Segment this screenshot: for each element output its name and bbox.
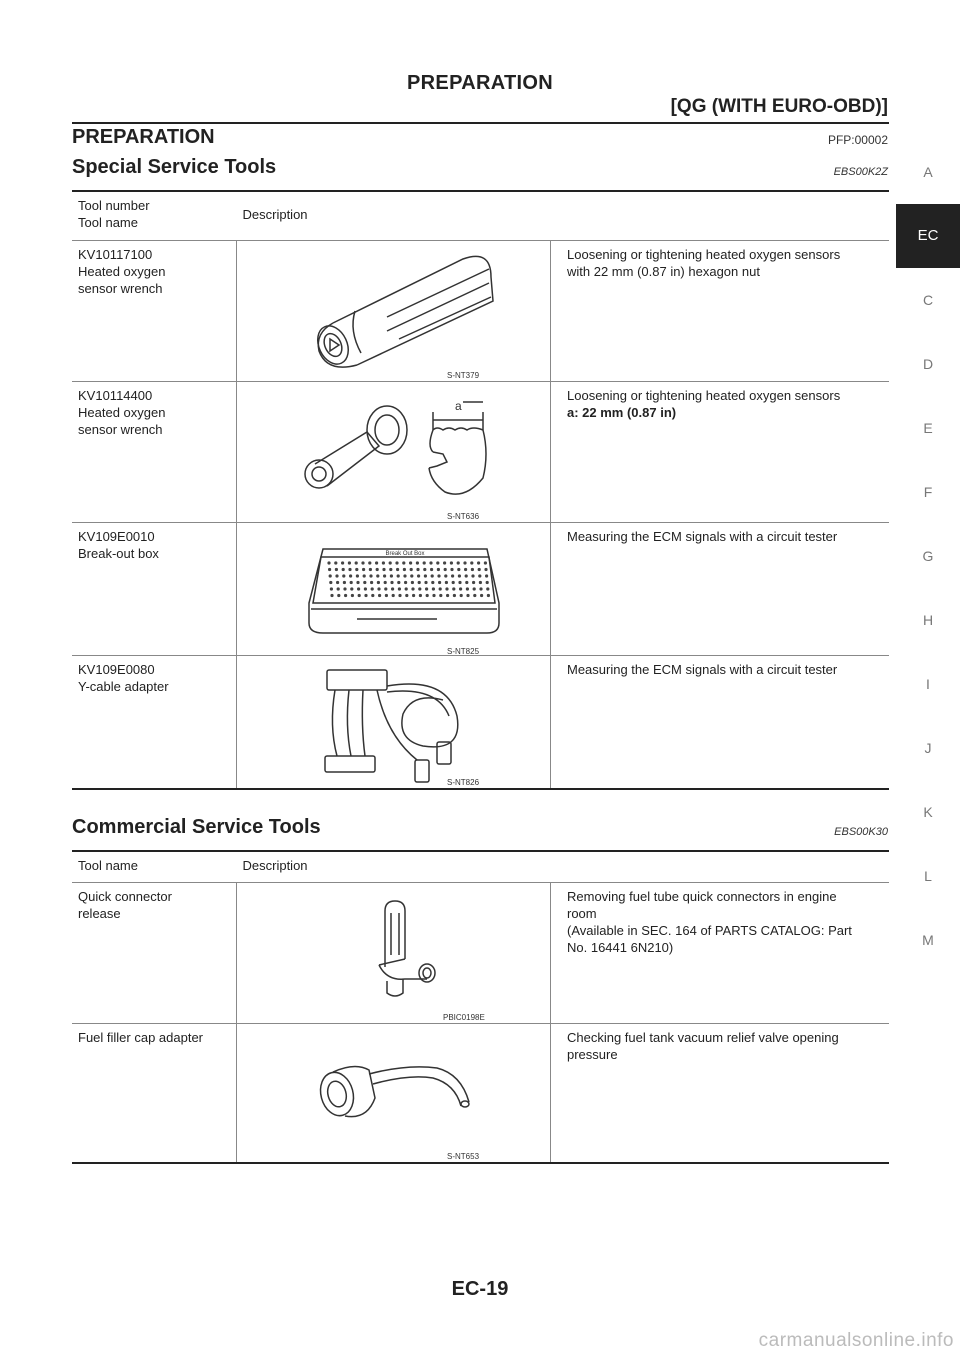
tool-id-cell	[72, 382, 237, 523]
pin-hole	[355, 561, 358, 564]
pin-hole	[389, 561, 392, 564]
pin-hole	[369, 574, 372, 577]
pin-hole	[431, 581, 434, 584]
pin-hole	[403, 568, 406, 571]
pin-hole	[377, 581, 380, 584]
pin-hole	[439, 587, 442, 590]
tool-id-cell	[72, 523, 237, 656]
pin-hole	[368, 561, 371, 564]
tool-description-cell	[551, 523, 890, 656]
table-header-row	[72, 191, 889, 241]
pin-hole	[344, 594, 347, 597]
pin-hole	[443, 561, 446, 564]
header-subtitle: [QG (WITH EURO-OBD)]	[670, 96, 888, 117]
pin-hole	[470, 561, 473, 564]
special-tools-table	[72, 190, 889, 790]
tool-description-cell	[551, 656, 890, 790]
pin-hole	[444, 574, 447, 577]
section-index-sidebar	[896, 140, 960, 972]
pin-hole	[432, 594, 435, 597]
header-cell-description	[237, 851, 890, 883]
pin-hole	[411, 581, 414, 584]
pin-hole	[465, 581, 468, 584]
pin-hole	[342, 568, 345, 571]
tool-description-cell	[551, 883, 890, 1024]
tool-id-cell	[72, 883, 237, 1024]
tool-figure-cell	[237, 241, 551, 382]
pin-hole	[417, 574, 420, 577]
pin-hole	[391, 587, 394, 590]
pin-hole	[485, 574, 488, 577]
pin-hole	[460, 594, 463, 597]
pin-hole	[472, 581, 475, 584]
pin-hole	[403, 574, 406, 577]
wrench-socket-illustration	[237, 241, 550, 381]
pin-hole	[423, 568, 426, 571]
pin-hole	[396, 568, 399, 571]
tool-description: Measuring the ECM signals with a circuit tester	[567, 662, 838, 677]
pin-hole	[450, 561, 453, 564]
pin-hole	[397, 581, 400, 584]
sidebar-letter-c[interactable]: C	[922, 292, 934, 308]
pin-hole	[363, 581, 366, 584]
pin-hole	[382, 568, 385, 571]
pin-hole	[411, 587, 414, 590]
pin-hole	[437, 568, 440, 571]
pin-hole	[424, 574, 427, 577]
pin-hole	[329, 581, 332, 584]
pin-hole	[364, 587, 367, 590]
pin-hole	[478, 574, 481, 577]
pin-hole	[330, 587, 333, 590]
pin-hole	[471, 574, 474, 577]
pin-hole	[348, 568, 351, 571]
pin-hole	[341, 561, 344, 564]
pin-hole	[484, 561, 487, 564]
pin-hole	[436, 561, 439, 564]
sidebar-letter-j[interactable]: J	[924, 740, 932, 756]
table-header-row	[72, 851, 889, 883]
pin-hole	[384, 587, 387, 590]
tool-description-cell	[551, 382, 890, 523]
break-out-box-illustration	[237, 523, 550, 655]
tool-id-cell	[72, 656, 237, 790]
tool-description: Measuring the ECM signals with a circuit tester	[567, 529, 838, 544]
tool-description: Loosening or tightening heated oxygen sensors	[567, 247, 841, 262]
sidebar-letter-g[interactable]: G	[922, 548, 934, 564]
pin-hole	[466, 587, 469, 590]
pin-hole	[405, 587, 408, 590]
pin-hole	[361, 561, 364, 564]
tool-name: sensor wrench	[78, 281, 163, 296]
pin-hole	[463, 561, 466, 564]
pin-hole	[426, 594, 429, 597]
pin-hole	[363, 574, 366, 577]
table-row	[72, 1024, 889, 1164]
tool-id-cell	[72, 241, 237, 382]
pin-hole	[437, 574, 440, 577]
table-row	[72, 382, 889, 523]
pin-hole	[412, 594, 415, 597]
commercial-tools-table	[72, 850, 889, 1164]
pin-hole	[364, 594, 367, 597]
special-tools-code: EBS00K2Z	[833, 166, 888, 178]
tool-number: KV109E0080	[78, 662, 155, 677]
pin-hole	[453, 594, 456, 597]
pin-hole	[478, 568, 481, 571]
pin-hole	[397, 574, 400, 577]
pin-hole	[342, 574, 345, 577]
pin-hole	[336, 581, 339, 584]
pin-hole	[477, 561, 480, 564]
tool-description: pressure	[567, 1047, 618, 1062]
pin-hole	[349, 574, 352, 577]
watermark: carmanualsonline.info	[758, 1330, 954, 1351]
tool-name: Break-out box	[78, 546, 159, 561]
pin-hole	[446, 594, 449, 597]
sidebar-letter-i[interactable]: I	[926, 676, 930, 692]
pin-hole	[405, 594, 408, 597]
pin-hole	[357, 587, 360, 590]
pin-hole	[355, 568, 358, 571]
figure-code: S-NT653	[447, 1152, 480, 1161]
pin-hole	[350, 587, 353, 590]
pin-hole	[464, 568, 467, 571]
pin-hole	[409, 561, 412, 564]
header-rule	[72, 122, 889, 124]
sidebar-letter-d[interactable]: D	[922, 356, 934, 372]
pin-hole	[457, 568, 460, 571]
pin-hole	[459, 587, 462, 590]
pin-hole	[445, 587, 448, 590]
header-cell-tool-name: Tool name	[72, 851, 237, 883]
sidebar-letter-h[interactable]: H	[922, 612, 934, 628]
pin-hole	[431, 574, 434, 577]
header-description: Description	[242, 858, 308, 873]
tool-description: No. 16441 6N210)	[567, 940, 674, 955]
pin-hole	[369, 568, 372, 571]
header-tool-number: Tool number	[78, 198, 150, 213]
tool-description: Checking fuel tank vacuum relief valve opening	[567, 1030, 839, 1045]
pin-hole	[404, 581, 407, 584]
pin-hole	[410, 568, 413, 571]
pin-hole	[479, 587, 482, 590]
pin-hole	[410, 574, 413, 577]
sidebar-letter-k[interactable]: K	[923, 804, 933, 820]
pin-hole	[432, 587, 435, 590]
commercial-tools-title: Commercial Service Tools	[72, 816, 321, 838]
pin-hole	[425, 587, 428, 590]
pin-hole	[371, 587, 374, 590]
pin-hole	[390, 574, 393, 577]
pin-hole	[418, 581, 421, 584]
figure-code: S-NT379	[447, 371, 480, 380]
pin-hole	[371, 594, 374, 597]
tool-id-cell	[72, 1024, 237, 1164]
pin-hole	[350, 581, 353, 584]
pin-hole	[385, 594, 388, 597]
pin-hole	[356, 581, 359, 584]
tool-name: release	[78, 906, 121, 921]
pin-hole	[337, 594, 340, 597]
tool-name: Heated oxygen	[78, 264, 166, 279]
pin-hole	[458, 581, 461, 584]
sidebar-letter-l[interactable]: L	[924, 868, 932, 884]
pin-hole	[362, 568, 365, 571]
pin-hole	[390, 581, 393, 584]
tool-name: sensor wrench	[78, 422, 163, 437]
pin-hole	[382, 561, 385, 564]
pin-hole	[452, 587, 455, 590]
tool-figure-cell	[237, 382, 551, 523]
pin-hole	[429, 561, 432, 564]
pin-hole	[376, 574, 379, 577]
box-label: Break Out Box	[385, 551, 425, 557]
pin-hole	[356, 574, 359, 577]
figure-code: S-NT826	[447, 778, 480, 787]
pin-hole	[445, 581, 448, 584]
tool-description: Loosening or tightening heated oxygen sensors	[567, 388, 841, 403]
pin-hole	[439, 594, 442, 597]
header-cell-description	[237, 191, 890, 241]
header-description: Description	[242, 207, 308, 222]
pin-hole	[416, 568, 419, 571]
pin-hole	[487, 594, 490, 597]
pin-hole	[358, 594, 361, 597]
pin-hole	[376, 568, 379, 571]
pin-hole	[484, 568, 487, 571]
tool-name: Quick connector	[78, 889, 172, 904]
table-row	[72, 241, 889, 382]
pin-hole	[351, 594, 354, 597]
pin-hole	[335, 574, 338, 577]
pin-hole	[486, 581, 489, 584]
pin-hole	[486, 587, 489, 590]
tool-figure-cell	[237, 883, 551, 1024]
pin-hole	[438, 581, 441, 584]
pin-hole	[423, 561, 426, 564]
tool-number: KV10114400	[78, 388, 153, 403]
pin-hole	[389, 568, 392, 571]
quick-connector-release-illustration	[237, 883, 550, 1023]
tool-description: with 22 mm (0.87 in) hexagon nut	[567, 264, 760, 279]
tool-name: Fuel filler cap adapter	[78, 1030, 204, 1045]
figure-code: S-NT636	[447, 512, 480, 521]
tool-description: Removing fuel tube quick connectors in engine	[567, 889, 837, 904]
tool-dimension-note: a: 22 mm (0.87 in)	[567, 405, 677, 420]
pin-hole	[383, 574, 386, 577]
tool-number: KV109E0010	[78, 529, 155, 544]
tool-figure-cell	[237, 523, 551, 656]
table-row	[72, 656, 889, 790]
pin-hole	[457, 561, 460, 564]
fuel-filler-cap-adapter-illustration	[237, 1024, 550, 1162]
y-cable-adapter-illustration	[237, 656, 550, 788]
pin-hole	[343, 587, 346, 590]
pin-hole	[335, 568, 338, 571]
pin-hole	[375, 561, 378, 564]
pin-hole	[348, 561, 351, 564]
pin-hole	[395, 561, 398, 564]
pin-hole	[330, 594, 333, 597]
pin-hole	[451, 574, 454, 577]
pin-hole	[465, 574, 468, 577]
pin-hole	[452, 581, 455, 584]
figure-code: PBIC0198E	[443, 1013, 485, 1022]
pin-hole	[458, 574, 461, 577]
tool-description: (Available in SEC. 164 of PARTS CATALOG: Part	[567, 923, 852, 938]
header-cell-tool	[72, 191, 237, 241]
section-code: PFP:00002	[827, 133, 888, 147]
section-title: PREPARATION	[72, 126, 215, 148]
pin-hole	[398, 594, 401, 597]
pin-hole	[480, 594, 483, 597]
tool-figure-cell	[237, 656, 551, 790]
pin-hole	[430, 568, 433, 571]
figure-code: S-NT825	[447, 647, 480, 656]
header-title: PREPARATION	[407, 72, 553, 94]
pin-hole	[384, 581, 387, 584]
sidebar-letter-f[interactable]: F	[923, 484, 933, 500]
ring-wrench-illustration	[237, 382, 550, 522]
sidebar-letter-m[interactable]: M	[922, 932, 934, 948]
tool-figure-cell	[237, 1024, 551, 1164]
dimension-label: a	[455, 399, 462, 413]
tool-number: KV10117100	[78, 247, 153, 262]
pin-hole	[392, 594, 395, 597]
pin-hole	[327, 561, 330, 564]
pin-hole	[416, 561, 419, 564]
pin-hole	[378, 594, 381, 597]
pin-hole	[398, 587, 401, 590]
pin-hole	[418, 587, 421, 590]
pin-hole	[444, 568, 447, 571]
tool-name: Y-cable adapter	[78, 679, 169, 694]
tool-description-cell	[551, 1024, 890, 1164]
pin-hole	[328, 568, 331, 571]
pin-hole	[370, 581, 373, 584]
sidebar-letter-ec-active[interactable]: EC	[896, 204, 960, 268]
tool-description-cell	[551, 241, 890, 382]
sidebar-letter-e[interactable]: E	[923, 420, 933, 436]
pin-hole	[450, 568, 453, 571]
pin-hole	[473, 594, 476, 597]
pin-hole	[424, 581, 427, 584]
tool-name: Heated oxygen	[78, 405, 166, 420]
sidebar-letter-a[interactable]: A	[923, 164, 933, 180]
table-row	[72, 523, 889, 656]
pin-hole	[466, 594, 469, 597]
pin-hole	[419, 594, 422, 597]
pin-hole	[337, 587, 340, 590]
page-number: EC-19	[451, 1278, 509, 1300]
pin-hole	[343, 581, 346, 584]
tool-description: room	[567, 906, 597, 921]
header-tool-name: Tool name	[78, 215, 138, 230]
pin-hole	[479, 581, 482, 584]
table-row	[72, 883, 889, 1024]
pin-hole	[471, 568, 474, 571]
special-tools-title: Special Service Tools	[72, 156, 277, 178]
pin-hole	[329, 574, 332, 577]
pin-hole	[377, 587, 380, 590]
pin-hole	[402, 561, 405, 564]
commercial-tools-code: EBS00K30	[834, 826, 888, 838]
pin-hole	[473, 587, 476, 590]
pin-hole	[334, 561, 337, 564]
